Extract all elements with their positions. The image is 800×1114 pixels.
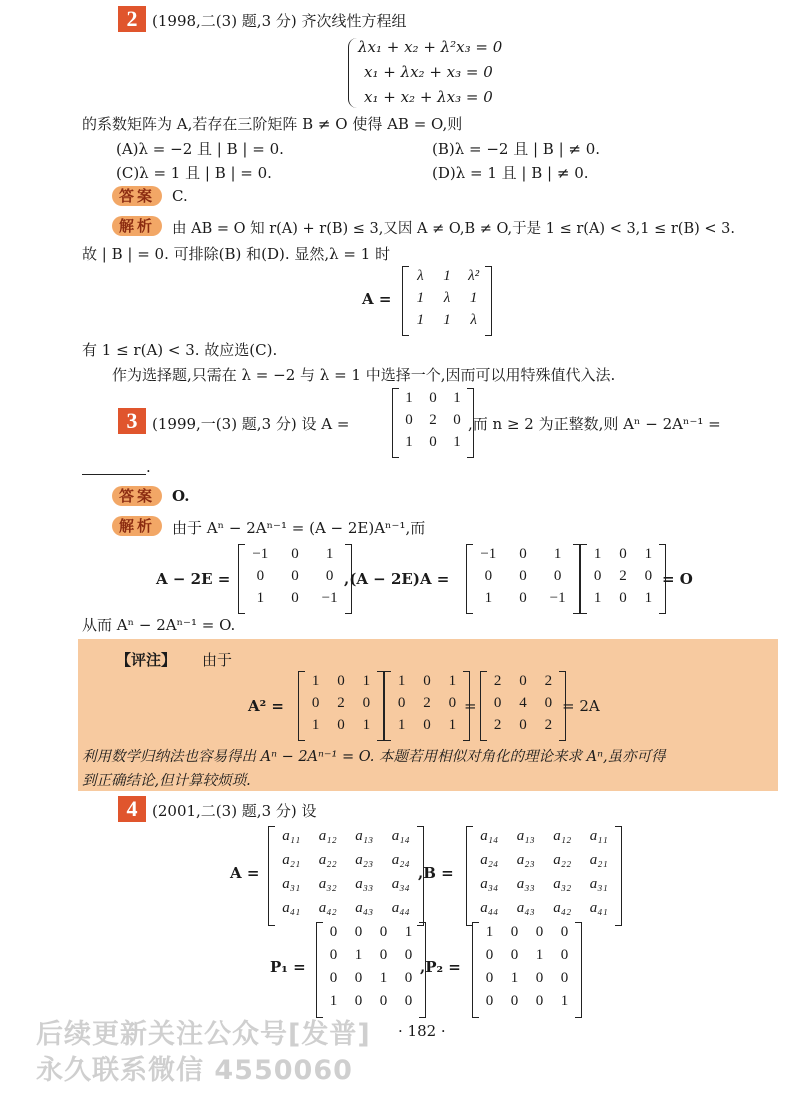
problem2-conclusion: 有 1 ≤ r(A) < 3. 故应选(C).: [82, 341, 278, 359]
matrix-cell: 1: [362, 717, 371, 733]
matrix-cell: 2: [423, 695, 431, 711]
matrix-cell: 0: [544, 695, 553, 711]
matrix-cell: 1: [484, 590, 493, 606]
matrix-cell: 0: [291, 546, 299, 562]
matrix-cell: a₁₁: [282, 828, 301, 844]
analysis-badge: 解析: [112, 516, 162, 536]
matrix-cell: 0: [510, 947, 519, 963]
matrix-a-label: A =: [362, 290, 392, 308]
matrix-cell: 1: [469, 290, 478, 306]
matrix-cell: 0: [329, 924, 338, 940]
matrix-cell: 1: [404, 924, 413, 940]
option-d: (D)λ = 1 且 | B | ≠ 0.: [432, 164, 589, 182]
matrix-cell: 1: [485, 924, 494, 940]
matrix-cell: 0: [404, 970, 413, 986]
remark-line1: 利用数学归纳法也容易得出 Aⁿ − 2Aⁿ⁻¹ = O. 本题若用相似对角化的理论来求 Aⁿ,虽亦可得: [82, 749, 666, 765]
matrix-cell: 0: [256, 568, 265, 584]
equation-line-1: λx₁ + x₂ + λ²x₃ = 0: [358, 38, 503, 56]
matrix-cell: a₁₄: [480, 828, 499, 844]
lhs-a-minus-2e: A − 2E =: [156, 570, 231, 588]
matrix-cell: a₄₃: [516, 900, 535, 916]
matrix-cell: 0: [404, 947, 413, 963]
matrix-cell: a₂₃: [355, 852, 374, 868]
matrix-cell: 0: [405, 412, 413, 428]
matrix-cell: a₂₄: [480, 852, 499, 868]
matrix-a: [402, 266, 492, 336]
matrix-cell: 0: [448, 695, 457, 711]
matrix-a-copy: [580, 544, 666, 614]
matrix-cell: a₃₁: [589, 876, 608, 892]
option-b: (B)λ = −2 且 | B | ≠ 0.: [432, 140, 601, 158]
matrix-cell: a₄₃: [355, 900, 374, 916]
analysis-badge: 解析: [112, 216, 162, 236]
matrix-cell: a₂₂: [318, 852, 337, 868]
matrix-cell: 0: [429, 390, 437, 406]
matrix-cell: a₃₃: [516, 876, 535, 892]
matrix-cell: 0: [379, 947, 388, 963]
problem3-stem-tail: ,而 n ≥ 2 为正整数,则 Aⁿ − 2Aⁿ⁻¹ =: [468, 415, 721, 433]
matrix-cell: a₁₃: [516, 828, 535, 844]
matrix-cell: a₂₁: [589, 852, 608, 868]
problem2-source: (1998,二(3) 题,3 分) 齐次线性方程组: [152, 12, 407, 30]
matrix-cell: 2: [493, 673, 502, 689]
matrix-cell: 1: [644, 590, 653, 606]
matrix-cell: a₂₂: [553, 852, 572, 868]
problem-number-4: 4: [118, 796, 146, 822]
problem4-source: (2001,二(3) 题,3 分) 设: [152, 802, 317, 820]
answer-badge: 答案: [112, 186, 162, 206]
matrix-cell: 0: [535, 970, 544, 986]
matrix-cell: 1: [510, 970, 519, 986]
matrix-cell: 1: [416, 290, 425, 306]
matrix-cell: 0: [519, 568, 527, 584]
matrix-cell: a₂₄: [391, 852, 410, 868]
matrix-cell: 0: [337, 673, 345, 689]
matrix-cell: 0: [329, 970, 338, 986]
remark-line2: 到正确结论,但计算较烦琐.: [82, 773, 251, 789]
note-matrix-2: [384, 671, 470, 741]
matrix-cell: a₁₁: [589, 828, 608, 844]
answer-blank-period: .: [146, 458, 151, 476]
matrix-cell: 1: [256, 590, 265, 606]
matrix-cell: 0: [553, 568, 562, 584]
matrix-cell: 0: [510, 924, 519, 940]
matrix-cell: 0: [429, 434, 437, 450]
matrix-cell: 4: [519, 695, 527, 711]
matrix-cell: 0: [423, 673, 431, 689]
matrix-cell: 0: [519, 546, 527, 562]
matrix-cell: 0: [535, 993, 544, 1009]
matrix-cell: 1: [329, 993, 338, 1009]
matrix-cell: 1: [553, 546, 562, 562]
matrix-cell: 0: [519, 590, 527, 606]
problem2-answer: C.: [172, 187, 188, 205]
matrix-p2: [472, 922, 582, 1018]
matrix-cell: −1: [480, 546, 497, 562]
matrix-cell: 0: [484, 568, 493, 584]
matrix-cell: 1: [443, 312, 451, 328]
matrix-cell: 1: [593, 546, 602, 562]
matrix-cell: 0: [453, 412, 461, 428]
matrix-cell: 1: [379, 970, 388, 986]
matrix-cell: λ: [470, 312, 477, 328]
option-c: (C)λ = 1 且 | B | = 0.: [116, 164, 272, 182]
matrix-a-minus-2e-copy: [466, 544, 580, 614]
matrix-p1: [316, 922, 426, 1018]
remark-intro: 由于: [202, 651, 233, 669]
matrix-cell: 0: [485, 970, 494, 986]
matrix-cell: 1: [560, 993, 569, 1009]
matrix-cell: a₄₂: [318, 900, 337, 916]
problem3-matrix-a: [392, 388, 474, 458]
matrix-cell: a₃₂: [553, 876, 572, 892]
matrix-cell: a₂₃: [516, 852, 535, 868]
matrix-cell: −1: [252, 546, 269, 562]
remark-box: [78, 639, 778, 791]
equation-line-2: x₁ + λx₂ + x₃ = 0: [364, 63, 493, 81]
matrix-cell: 0: [325, 568, 334, 584]
matrix-cell: 2: [544, 717, 553, 733]
matrix-cell: 0: [354, 993, 363, 1009]
page-number: · 182 ·: [398, 1022, 446, 1040]
matrix-cell: 1: [325, 546, 334, 562]
matrix-cell: −1: [321, 590, 338, 606]
matrix-b-4x4: [466, 826, 622, 926]
problem2-stem: 的系数矩阵为 A,若存在三阶矩阵 B ≠ O 使得 AB = O,则: [82, 115, 463, 133]
matrix-cell: 0: [593, 568, 602, 584]
note-matrix-3: [480, 671, 566, 741]
answer-badge: 答案: [112, 486, 162, 506]
matrix-cell: 2: [619, 568, 627, 584]
matrix-cell: 0: [354, 970, 363, 986]
matrix-cell: 1: [405, 434, 413, 450]
matrix-cell: 1: [535, 947, 544, 963]
matrix-b-label: ,B =: [418, 864, 454, 882]
matrix-cell: 0: [493, 695, 502, 711]
problem2-analysis-line2: 故 | B | = 0. 可排除(B) 和(D). 显然,λ = 1 时: [82, 245, 391, 263]
problem2-remark: 作为选择题,只需在 λ = −2 与 λ = 1 中选择一个,因而可以用特殊值代入法.: [112, 366, 616, 384]
matrix-cell: 0: [644, 568, 653, 584]
equation-line-3: x₁ + x₂ + λx₃ = 0: [364, 88, 493, 106]
matrix-cell: a₃₄: [391, 876, 410, 892]
matrix-cell: a₁₂: [553, 828, 572, 844]
problem3-source: (1999,一(3) 题,3 分) 设 A =: [152, 415, 350, 433]
matrix-a-label: A =: [230, 864, 260, 882]
matrix-cell: 0: [560, 970, 569, 986]
matrix-cell: 0: [354, 924, 363, 940]
matrix-cell: λ: [443, 290, 451, 306]
matrix-cell: 0: [362, 695, 371, 711]
matrix-cell: 1: [453, 434, 461, 450]
matrix-cell: 0: [619, 546, 627, 562]
matrix-cell: 1: [362, 673, 371, 689]
matrix-cell: 0: [337, 717, 345, 733]
matrix-cell: 0: [560, 924, 569, 940]
matrix-cell: a₃₂: [318, 876, 337, 892]
a-squared-label: A² =: [248, 697, 284, 715]
matrix-cell: λ²: [468, 268, 480, 284]
matrix-cell: 1: [453, 390, 461, 406]
problem3-conclusion: 从而 Aⁿ − 2Aⁿ⁻¹ = O.: [82, 616, 236, 634]
problem3-answer: O.: [172, 487, 190, 505]
matrix-cell: 2: [337, 695, 345, 711]
matrix-cell: 0: [291, 568, 299, 584]
matrix-cell: 0: [519, 673, 527, 689]
matrix-cell: a₁₃: [355, 828, 374, 844]
matrix-cell: 1: [354, 947, 363, 963]
matrix-cell: 0: [510, 993, 519, 1009]
matrix-cell: 1: [311, 717, 320, 733]
matrix-cell: a₂₁: [282, 852, 301, 868]
matrix-cell: 1: [397, 673, 406, 689]
watermark-line-2: 永久联系微信 4550060: [36, 1055, 353, 1086]
matrix-cell: a₄₁: [589, 900, 608, 916]
matrix-cell: 2: [493, 717, 502, 733]
matrix-cell: a₁₄: [391, 828, 410, 844]
problem-number-3: 3: [118, 408, 146, 434]
option-a: (A)λ = −2 且 | B | = 0.: [116, 140, 284, 158]
matrix-cell: 0: [519, 717, 527, 733]
matrix-a-4x4: [268, 826, 424, 926]
matrix-cell: a₄₁: [282, 900, 301, 916]
matrix-cell: 1: [405, 390, 413, 406]
matrix-cell: a₃₃: [355, 876, 374, 892]
matrix-cell: 1: [416, 312, 425, 328]
mid-expression: ,(A − 2E)A =: [344, 570, 450, 588]
matrix-cell: 0: [291, 590, 299, 606]
problem-number-2: 2: [118, 6, 146, 32]
matrix-cell: 0: [329, 947, 338, 963]
matrix-cell: 0: [379, 924, 388, 940]
matrix-cell: 1: [593, 590, 602, 606]
matrix-cell: 2: [544, 673, 553, 689]
note-matrix-1: [298, 671, 384, 741]
matrix-cell: 0: [423, 717, 431, 733]
matrix-cell: 0: [485, 993, 494, 1009]
matrix-cell: 1: [397, 717, 406, 733]
matrix-cell: 1: [443, 268, 451, 284]
equation-brace: [348, 38, 357, 108]
matrix-cell: 1: [448, 717, 457, 733]
matrix-cell: 0: [485, 947, 494, 963]
equals-o: = O: [662, 570, 693, 588]
answer-blank: [82, 474, 146, 475]
matrix-cell: a₃₁: [282, 876, 301, 892]
matrix-cell: 0: [535, 924, 544, 940]
matrix-cell: a₃₄: [480, 876, 499, 892]
matrix-cell: a₁₂: [318, 828, 337, 844]
remark-title: 【评注】: [116, 651, 177, 669]
matrix-cell: 0: [379, 993, 388, 1009]
matrix-cell: a₄₂: [553, 900, 572, 916]
matrix-cell: 1: [448, 673, 457, 689]
matrix-p1-label: P₁ =: [270, 958, 306, 976]
matrix-cell: λ: [417, 268, 424, 284]
matrix-cell: 0: [560, 947, 569, 963]
matrix-cell: 2: [429, 412, 437, 428]
matrix-cell: a₄₄: [480, 900, 499, 916]
matrix-cell: 1: [311, 673, 320, 689]
matrix-cell: 0: [404, 993, 413, 1009]
problem3-analysis-line1: 由于 Aⁿ − 2Aⁿ⁻¹ = (A − 2E)Aⁿ⁻¹,而: [172, 519, 426, 537]
matrix-cell: 0: [311, 695, 320, 711]
matrix-a-minus-2e: [238, 544, 352, 614]
watermark-line-1: 后续更新关注公众号[发普]: [36, 1019, 371, 1050]
note-equals: =: [464, 697, 477, 715]
note-rhs: = 2A: [562, 697, 600, 715]
matrix-cell: 0: [397, 695, 406, 711]
matrix-cell: 1: [644, 546, 653, 562]
matrix-cell: −1: [549, 590, 566, 606]
matrix-cell: a₄₄: [391, 900, 410, 916]
problem2-analysis-line1: 由 AB = O 知 r(A) + r(B) ≤ 3,又因 A ≠ O,B ≠ O,于是 1 ≤ r(A) < 3,1 ≤ r(B) < 3.: [172, 221, 735, 237]
matrix-cell: 0: [619, 590, 627, 606]
matrix-p2-label: ,P₂ =: [420, 958, 461, 976]
